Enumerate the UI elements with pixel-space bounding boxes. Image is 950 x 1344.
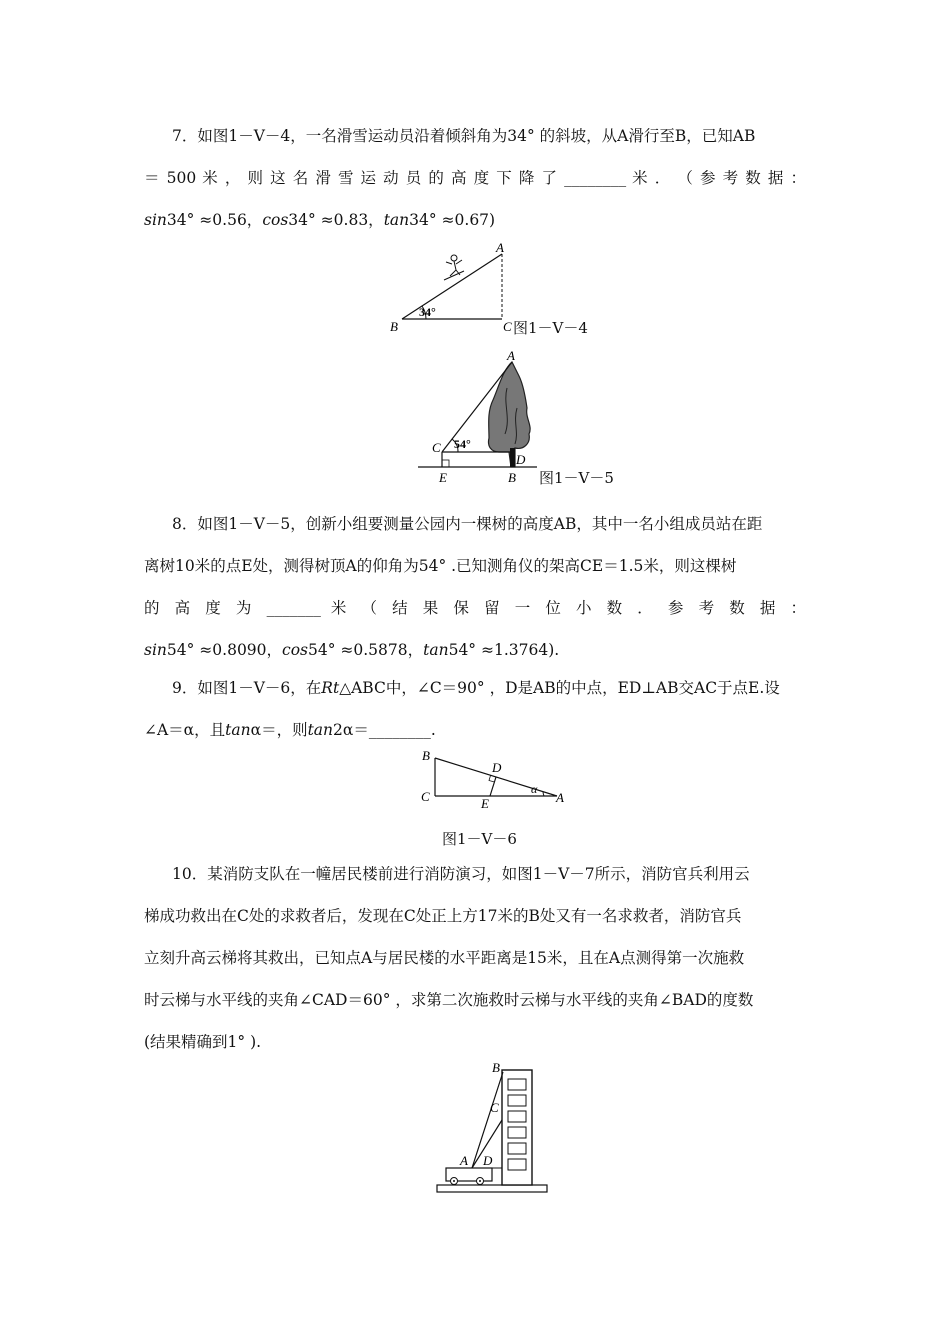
q7-line-1: 7．如图1－Ⅴ－4，一名滑雪运动员沿着倾斜角为34° 的斜坡，从A滑行至B，已知AB <box>172 127 756 145</box>
label-B: B <box>390 319 398 334</box>
q10-line-4: 时云梯与水平线的夹角∠CAD＝60° ，求第二次施救时云梯与水平线的夹角∠BAD的度数 <box>144 991 754 1009</box>
label-E: E <box>439 470 447 485</box>
label-D: D <box>492 760 502 775</box>
cos-value: 54° ≈0.5878， <box>308 641 424 659</box>
rt-symbol: Rt <box>321 679 340 697</box>
figure-right-triangle <box>418 746 568 810</box>
building-icon <box>502 1070 532 1185</box>
q9-text-a: 9．如图1－Ⅴ－6，在 <box>172 679 322 697</box>
skier-icon <box>444 255 464 280</box>
sin-fn: sin <box>144 211 167 229</box>
tan-fn-2: tan <box>307 721 334 739</box>
label-B: B <box>492 1060 500 1075</box>
q10-line-3: 立刻升高云梯将其救出，已知点A与居民楼的水平距离是15米，且在A点测得第一次施救 <box>144 949 745 967</box>
q9-text-d: α＝，则 <box>250 721 308 739</box>
q8-line-1: 8．如图1－Ⅴ－5，创新小组要测量公园内一棵树的高度AB，其中一名小组成员站在距 <box>172 515 763 533</box>
angle-label: 34° <box>419 305 436 319</box>
q10-line-2: 梯成功救出在C处的求救者后，发现在C处正上方17米的B处又有一名求救者，消防官兵 <box>144 907 742 925</box>
label-C: C <box>490 1100 499 1115</box>
figure-fire-ladder <box>433 1058 551 1198</box>
label-E: E <box>481 796 489 811</box>
q7-line-2: ＝ 500 米 ， 则 这 名 滑 雪 运 动 员 的 高 度 下 降 了 ________ 米 ． （ 参 考 数 据 ： <box>144 169 806 187</box>
label-B: B <box>508 470 516 485</box>
ground-base <box>437 1185 547 1192</box>
q9-text-b: △ABC中，∠C＝90° ，D是AB的中点，ED⊥AB交AC于点E.设 <box>339 679 780 697</box>
cos-value: 34° ≈0.83， <box>288 211 384 229</box>
label-alpha: α <box>531 782 538 796</box>
figure-caption-1-v-5: 图1－Ⅴ－5 <box>539 469 614 487</box>
q8-line-4 <box>144 640 806 660</box>
q8-line-2: 离树10米的点E处，测得树顶A的仰角为54° .已知测角仪的架高CE＝1.5米，则这棵树 <box>144 557 737 575</box>
q9-line-2 <box>144 720 806 740</box>
q10-line-1: 10．某消防支队在一幢居民楼前进行消防演习，如图1－Ⅴ－7所示，消防官兵利用云 <box>172 865 750 883</box>
cos-fn: cos <box>262 211 289 229</box>
label-D: D <box>483 1153 493 1168</box>
q9-line-1 <box>172 678 806 698</box>
sin-value: 34° ≈0.56， <box>166 211 263 229</box>
sin-value: 54° ≈0.8090， <box>166 641 283 659</box>
tan-value: 54° ≈1.3764). <box>448 641 560 659</box>
figure-caption-1-v-4: 图1－Ⅴ－4 <box>513 319 588 337</box>
label-C: C <box>432 440 441 455</box>
line-DE <box>490 777 496 796</box>
q9-text-e: 2α＝________. <box>333 721 436 739</box>
figure-tree <box>415 348 540 488</box>
angle-label: 54° <box>454 437 471 451</box>
label-C: C <box>421 789 430 804</box>
tan-value: 34° ≈0.67) <box>409 211 496 229</box>
figure-caption-1-v-6: 图1－Ⅴ－6 <box>442 830 517 848</box>
label-A: A <box>556 790 564 805</box>
right-angle-mark <box>442 460 449 467</box>
label-A: A <box>460 1153 468 1168</box>
label-D: D <box>516 452 526 467</box>
q8-line-3: 的 高 度 为 _______ 米 （ 结 果 保 留 一 位 小 数 ． 参 考 数 据 ： <box>144 599 806 617</box>
q7-line-3 <box>144 210 806 230</box>
tan-fn: tan <box>225 721 251 739</box>
q9-text-c: ∠A＝α，且 <box>144 721 226 739</box>
cos-fn: cos <box>282 641 308 659</box>
tan-fn: tan <box>383 211 410 229</box>
fire-truck-icon <box>446 1168 492 1185</box>
label-B: B <box>422 748 430 763</box>
figure-ski-slope <box>390 240 510 335</box>
label-A: A <box>507 348 515 363</box>
q10-line-5: (结果精确到1° ). <box>144 1033 262 1051</box>
label-A: A <box>496 240 504 255</box>
tan-fn: tan <box>423 641 449 659</box>
label-C: C <box>503 319 512 334</box>
sin-fn: sin <box>144 641 167 659</box>
